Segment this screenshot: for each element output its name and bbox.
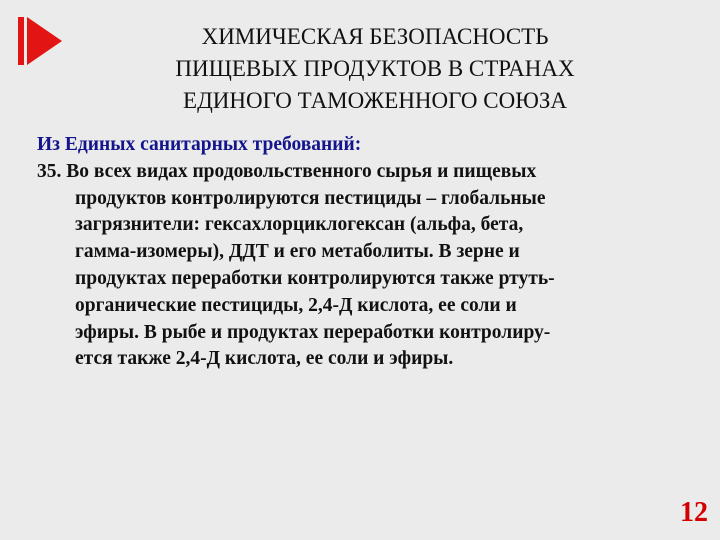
paragraph-line-1: 35. Во всех видах продовольственного сырья и пищевых <box>37 160 537 182</box>
title-line-2: ПИЩЕВЫХ ПРОДУКТОВ В СТРАНАХ <box>175 56 575 81</box>
title-line-3: ЕДИНОГО ТАМОЖЕННОГО СОЮЗА <box>183 88 567 113</box>
slide-title <box>80 21 670 117</box>
paragraph-line-4: гамма-изомеры), ДДТ и его метаболиты. В зерне и <box>75 241 520 263</box>
page-number: 12 <box>680 497 708 528</box>
paragraph-line-5: продуктах переработки контролируются также ртуть- <box>75 267 555 289</box>
paragraph-line-3: загрязнители: гексахлорциклогексан (альфа, бета, <box>75 214 524 236</box>
red-arrow-icon <box>18 17 62 65</box>
paragraph-line-8: ется также 2,4-Д кислота, ее соли и эфиры. <box>75 348 454 370</box>
paragraph-line-6: органические пестициды, 2,4-Д кислота, ее соли и <box>75 294 517 316</box>
paragraph-line-7: эфиры. В рыбе и продуктах переработки контролиру- <box>75 321 551 343</box>
intro-heading: Из Единых санитарных требований: <box>37 134 362 155</box>
slide-body <box>37 132 697 373</box>
title-line-1: ХИМИЧЕСКАЯ БЕЗОПАСНОСТЬ <box>201 24 549 49</box>
paragraph-line-2: продуктов контролируются пестициды – глобальные <box>75 187 546 209</box>
